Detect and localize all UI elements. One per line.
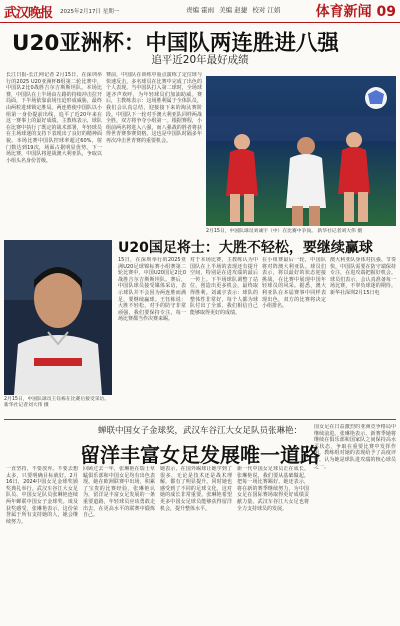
match-photo-caption: 2月15日，中国队球员刘诚宇（中）在比赛中争顶。 新华社记者刘大伟 摄: [206, 229, 363, 234]
story2-column-4: 澳大利亚队身体对抗强、节奏快，中国队需要在防守端保持专注，在进攻端把握好机会。球员们表示，会认真准备每一场比赛，不辜负球迷的期待。新华社深圳2月15日电: [330, 257, 396, 296]
section-divider: [4, 419, 396, 420]
section-title: 体育新闻 09: [315, 4, 396, 20]
story3-column-3: 她表示，在国外踢球让她学到了很多，无论是技术还是战术理解，都有了明显提升。同时她也感受到了不同的足球文化，这对她的成长非常重要。张琳艳希望更多中国女足球员能够获得留洋机会，提升整体水平。: [160, 466, 232, 512]
player-photo: [4, 240, 112, 395]
story3-kicker: 蝉联中国女子金球奖，武汉车谷江大女足队员张琳艳：: [97, 426, 302, 436]
story2-column-2: 对于本场比赛，主教练认为中国队在上半场的表现还有提升空间，特别是在进攻端的最后一传上。下半场球队调整了站位，创造出更多机会，最终取得胜利。刘诚宇表示：球队的整体性非常好，每个人都为球队付出了全部，我们相信自己能够取得更好的成绩。: [190, 257, 258, 316]
editor-credits: [186, 5, 283, 14]
designer-credit: 美编 赵捷: [219, 6, 248, 14]
story1-subhead: 追平近20年最好成绩: [151, 54, 249, 66]
story2-column-1: 15日，在深圳举行的2025亚洲U20足球锦标赛小组赛第二轮比赛中，中国U20国足2比0战胜吉尔吉斯斯坦队。赛后，中国队球员接受媒体采访，表示球队并不会因为两连胜而满足，要继续赢球。王钰栋说：大胜不轻松，对手的防守非常顽强，我们要保持专注，每一场比赛都当作决赛来踢。: [118, 257, 186, 323]
editor-credit: 责编 霍雨: [186, 6, 215, 14]
player-photo-caption: 2月15日，中国队球员王钰栋在比赛后接受采访。新华社记者刘大伟 摄: [4, 397, 110, 408]
story2-headline: U20国足将士：大胜不轻松，要继续赢球: [118, 240, 373, 256]
story1-headline: U20亚洲杯：中国队两连胜进八强: [12, 31, 339, 56]
story1-column-1: 长江日报-长江网记者 2月15日，在深圳举行的2025 U20亚洲杯B组第二轮比赛中，中国队2比0战胜吉尔吉斯斯坦队。本场比赛，中国队在上半场由左路的持续冲击拉开局面，下半场依靠前场压迫形成威胁，最终由两粒进球锁定胜局。两连胜使中国队以小组第一身份提前出线，追平了近20年来在这一赛事上的最好成绩。主教练表示，球队在比赛中执行了既定的战术部署，年轻球员在主场球迷的支持下表现出了良好的精神面貌。本场比赛中国队控球率超过60%，射门数达到19次，场面占据明显优势。下一场比赛，中国队将迎战澳大利亚队，争取以小组头名身份晋级。: [6, 72, 102, 164]
story3-headline: 留洋丰富女足发展唯一道路: [80, 443, 320, 467]
issue-date: 2025年2月17日 星期一: [60, 9, 120, 15]
story3-column-5: 国女足在日益激烈的亚洲竞争格局中继续前进。张琳艳表示，新赛季她将继续在俱乐部和国家队之间保持高水平状态，争取在重要比赛中发挥作用。教练组对她的表现给予了高度评价，认为她是球队进攻端的核心球员之一。: [314, 424, 396, 470]
masthead: [0, 0, 400, 23]
story1-column-2: 赛前，中国队在训练中重点演练了定位球与快速反击，多名球员在比赛中完成了出色的个人表现。当中国队打入第二球时，全场球迷齐声欢呼，为年轻球员们加油助威。赛后，主教练表示：这场胜利属于全体队员，我们会认真总结，迎接接下来的淘汰赛阶段。中国队下一轮对手澳大利亚队同样两战全胜，双方将争夺小组第一。根据赛程，小组前两名将进入八强，而八强战的胜者将获得世青赛参赛资格。这也是中国队时隔多年再次冲击世青赛的重要机会。: [106, 72, 202, 144]
story2-column-3: 在小组赛最后一轮，中国队将对阵澳大利亚队。球员们表示，将以最好的状态迎接挑战，在比赛中展现中国年轻球员的风采。据悉，澳大利亚队在本届赛事中同样表现出色，双方的比赛将决定小组排名。: [262, 257, 326, 310]
story3-column-2: 回顾过去一年，张琳艳在瑞士草蜢俱乐部和中国女足均有出色表现。她在欧洲联赛中出场，积累了宝贵的比赛经验。张琳艳认为，留洋是丰富女足发展的一条重要道路，年轻球员应该勇敢走出去，在更高水平的联赛中锻炼自己。: [83, 466, 155, 519]
proofreader-credit: 校对 江娟: [252, 6, 281, 14]
match-photo: [206, 76, 396, 226]
newspaper-logo: 武汉晚报: [4, 6, 53, 21]
story3-column-4: 新一代中国女足球员正在成长。张琳艳说，我们要从基础做起，把每一场比赛踢好。她还表示，将在新的赛季继续努力，为中国女足在国际赛场取得更好成绩贡献力量。武汉车谷江大女足也将全力支持球员的发展。: [237, 466, 309, 512]
story3-column-1: 一直坚持，不要放弃。不要去想太多，只要明确目标就好。2月16日，2024中国女足金球奖颁奖典礼举行。武汉车谷江大女足队员、中国女足队员张琳艳连续两年蝉联中国女子金球奖。谈及获奖感受，张琳艳表示，这份荣誉属于所有支持她的人，她会继续努力。: [6, 466, 78, 525]
